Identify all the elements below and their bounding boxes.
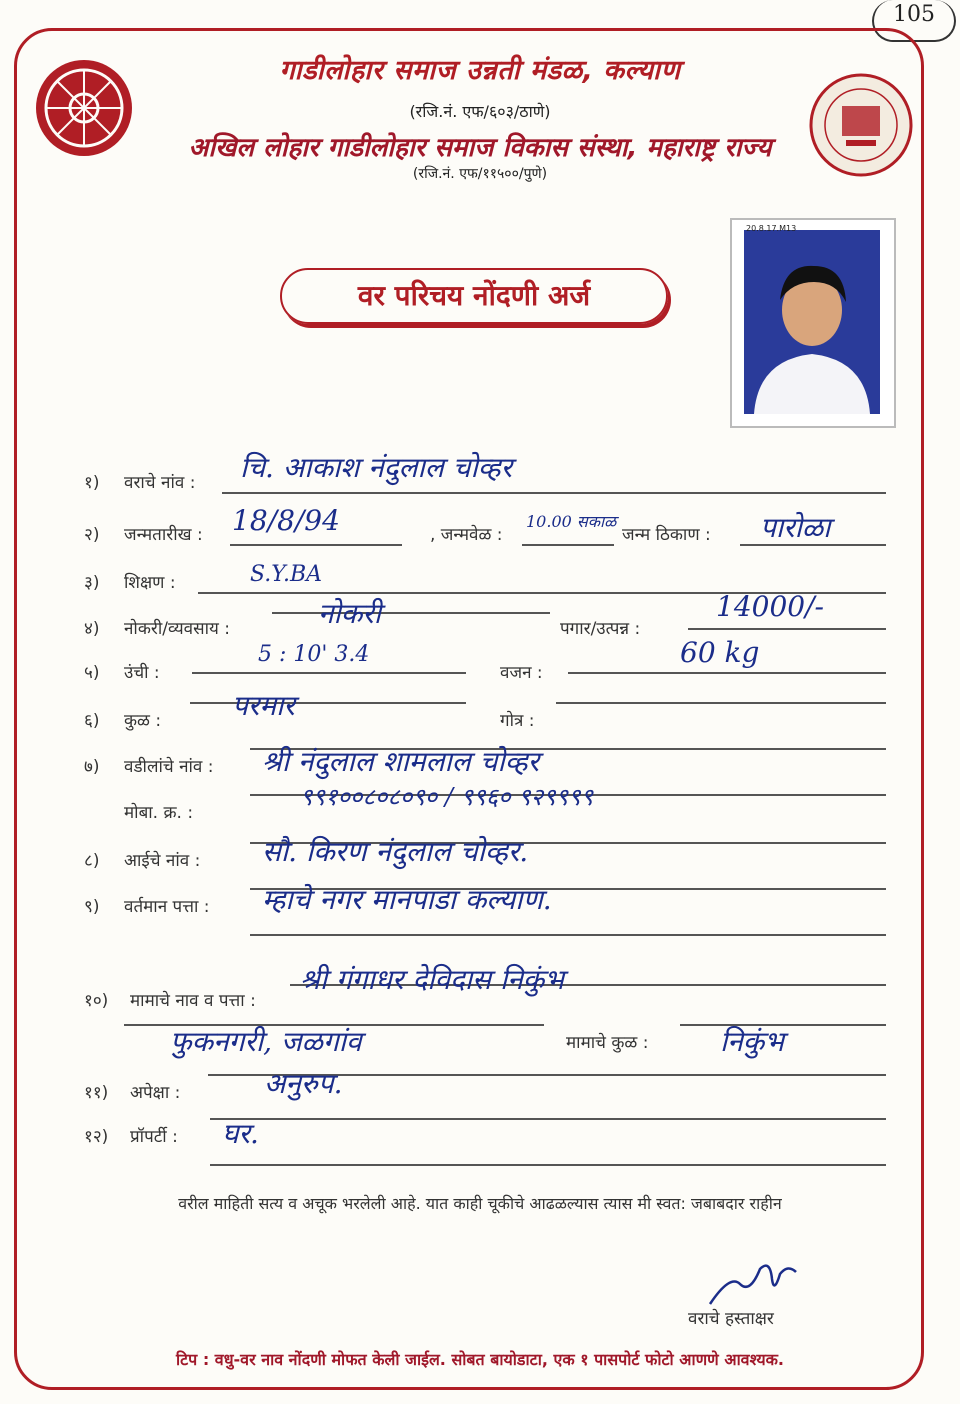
field-number: ८) <box>84 851 100 871</box>
uncle-label: मामाचे नाव व पत्ता : <box>130 991 256 1011</box>
field-number: २) <box>84 525 100 545</box>
father-name-label: वडीलांचे नांव : <box>124 757 214 777</box>
salary-line <box>688 628 886 630</box>
address-value[interactable]: म्हाचे नगर मानपाडा कल्याण. <box>262 883 552 916</box>
property-value[interactable]: घर. <box>222 1117 259 1150</box>
groom-name-value[interactable]: चि. आकाश नंदुलाल चोव्हर <box>240 451 513 484</box>
org1-title: गाडीलोहार समाज उन्नती मंडळ, कल्याण <box>279 55 681 86</box>
occupation-label: नोकरी/व्यवसाय : <box>124 619 230 639</box>
footer-note: टिप : वधु-वर नाव नोंदणी मोफत केली जाईल. सोबत बायोडाटा, एक १ पासपोर्ट फोटो आणणे आवश्यक. <box>175 1350 785 1369</box>
weight-label: वजन : <box>500 663 543 683</box>
clan-label: कुळ : <box>124 711 162 731</box>
dob-value[interactable]: 18/8/94 <box>232 504 340 537</box>
signature-label: वराचे हस्ताक्षर <box>688 1309 774 1329</box>
field-number: १२) <box>84 1127 109 1147</box>
uncle-clan-label: मामाचे कुळ : <box>566 1033 649 1053</box>
birth-time-value[interactable]: 10.00 सकाळ <box>526 512 617 531</box>
property-line-2 <box>210 1164 886 1166</box>
corner-number-note: 105 <box>872 0 956 42</box>
passport-photo <box>730 218 896 428</box>
field-number: ६) <box>84 711 100 731</box>
height-label: उंची : <box>124 663 160 683</box>
address-label: वर्तमान पत्ता : <box>124 897 210 917</box>
field-number: १) <box>84 473 100 493</box>
birth-place-value[interactable]: पारोळा <box>760 511 831 544</box>
height-value[interactable]: 5 : 10' 3.4 <box>258 642 370 667</box>
field-number: ९) <box>84 897 100 917</box>
expectation-value[interactable]: अनुरुप. <box>264 1067 343 1100</box>
gotra-line <box>556 702 886 704</box>
org2-registration: (रजि.नं. एफ/११५००/पुणे) <box>412 166 548 182</box>
mother-name-value[interactable]: सौ. किरण नंदुलाल चोव्हर. <box>262 835 529 868</box>
weight-value[interactable]: 60 kg <box>680 636 760 669</box>
education-label: शिक्षण : <box>124 573 176 593</box>
groom-signature <box>700 1254 810 1314</box>
birth-place-label: जन्म ठिकाण : <box>622 525 711 545</box>
property-line-1 <box>210 1118 886 1120</box>
mobile-value[interactable]: ९९१००८०८०९० / ९९६० ९२९९९९ <box>300 783 594 811</box>
groom-name-line <box>222 492 886 494</box>
dob-line <box>230 544 402 546</box>
weight-line <box>568 672 886 674</box>
field-number: ३) <box>84 573 100 593</box>
clan-value[interactable]: परमार <box>232 689 295 722</box>
occupation-value[interactable]: नोकरी <box>318 597 382 630</box>
org1-registration: (रजि.नं. एफ/६०३/ठाणे) <box>409 102 551 121</box>
mother-name-label: आईचे नांव : <box>124 851 201 871</box>
address-line-2 <box>250 934 886 936</box>
org2-title: अखिल लोहार गाडीलोहार समाज विकास संस्था, महाराष्ट्र राज्य <box>188 133 772 163</box>
birth-time-line <box>522 544 614 546</box>
field-number: ११) <box>84 1083 109 1103</box>
field-number: १०) <box>84 991 109 1011</box>
property-label: प्रॉपर्टी : <box>130 1127 178 1147</box>
birth-time-label: , जन्मवेळ : <box>430 525 503 545</box>
uncle-address-value[interactable]: फुकनगरी, जळगांव <box>170 1025 362 1058</box>
salary-label: पगार/उत्पन्न : <box>560 619 641 639</box>
expectation-label: अपेक्षा : <box>130 1083 181 1103</box>
mobile-label: मोबा. क्र. : <box>124 803 194 823</box>
photo-date-stamp: 20.8.17.M13 <box>746 224 797 233</box>
form-title: वर परिचय नोंदणी अर्ज <box>280 268 668 324</box>
uncle-name-value[interactable]: श्री गंगाधर देविदास निकुंभ <box>300 963 564 996</box>
height-line <box>192 672 466 674</box>
groom-name-label: वराचे नांव : <box>124 473 196 493</box>
gotra-label: गोत्र : <box>500 711 535 731</box>
declaration-text: वरील माहिती सत्य व अचूक भरलेली आहे. यात काही चूकीचे आढळल्यास त्यास मी स्वत: जबाबदार राहीन <box>178 1194 782 1213</box>
salary-value[interactable]: 14000/- <box>716 590 824 623</box>
education-value[interactable]: S.Y.BA <box>250 562 323 587</box>
occupation-line <box>272 612 550 614</box>
uncle-clan-value[interactable]: निकुंभ <box>720 1025 784 1058</box>
field-number: ५) <box>84 663 100 683</box>
father-name-value[interactable]: श्री नंदुलाल शामलाल चोव्हर <box>262 745 540 778</box>
field-number: ४) <box>84 619 100 639</box>
dob-label: जन्मतारीख : <box>124 525 203 545</box>
field-number: ७) <box>84 757 100 777</box>
